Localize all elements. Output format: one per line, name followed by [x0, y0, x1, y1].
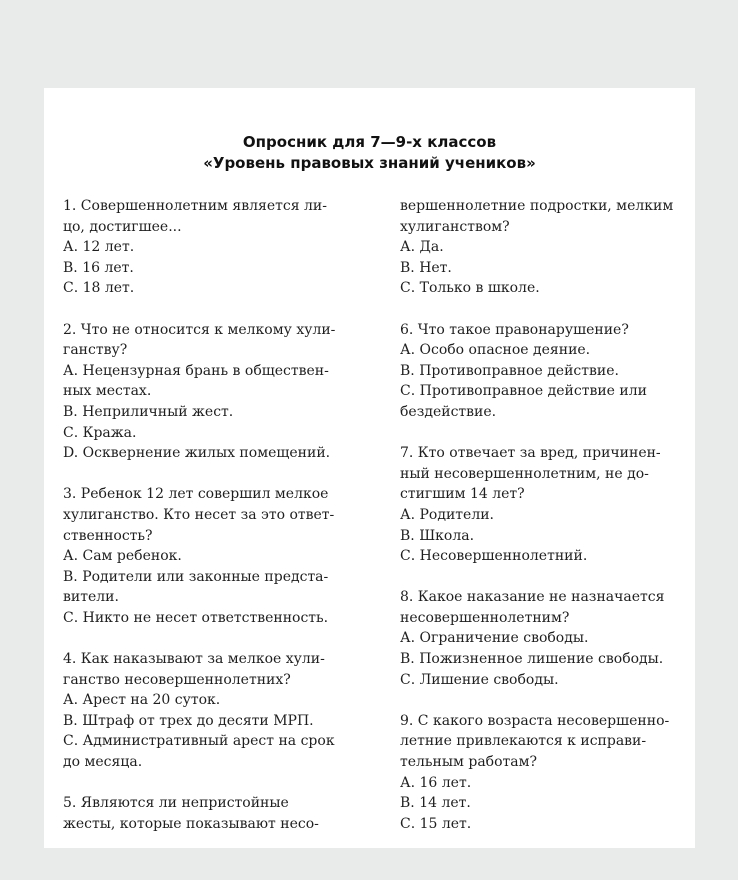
question-text-line: ганству? — [63, 342, 128, 359]
question-line: 9. С какого возраста несовершенно- — [400, 712, 670, 729]
question-line: 2. Что не относится к мелкому хули- — [63, 321, 336, 338]
question-text-line: А. Сам ребенок. — [63, 548, 182, 565]
question-text-line: В. 14 лет. — [400, 795, 471, 812]
question-text-line: С. Кража. — [63, 424, 137, 441]
question-text-line: С. Только в школе. — [400, 280, 540, 297]
question-text-line: летние привлекаются к исправи- — [400, 733, 647, 750]
questionnaire-page — [44, 88, 695, 848]
block-spacer — [400, 567, 680, 588]
question-text-line: С. 18 лет. — [63, 280, 135, 297]
block-spacer — [63, 299, 353, 320]
question-text-line: В. Пожизненное лишение свободы. — [400, 651, 664, 668]
question-block — [400, 320, 680, 423]
question-text-line: А. Особо опасное деяние. — [400, 342, 591, 359]
question-text-line: С. 15 лет. — [400, 815, 472, 832]
question-block — [400, 711, 680, 835]
block-spacer — [63, 628, 353, 649]
left-column — [63, 196, 353, 834]
question-text-line: А. Арест на 20 суток. — [63, 692, 221, 709]
question-text-line: С. Несовершеннолетний. — [400, 548, 588, 565]
question-text-line: А. Ограничение свободы. — [400, 630, 589, 647]
question-text-line: А. 12 лет. — [63, 239, 135, 256]
question-text-line: В. Нет. — [400, 259, 452, 276]
question-text-line: В. Штраф от трех до десяти МРП. — [63, 712, 314, 729]
question-text-line: В. Родители или законные предста- — [63, 568, 329, 585]
question-line: 5. Являются ли непристойные — [63, 795, 289, 812]
question-text-line: С. Никто не несет ответственность. — [63, 609, 329, 626]
right-column — [400, 196, 680, 834]
question-text-line: D. Осквернение жилых помещений. — [63, 445, 331, 462]
question-block — [400, 443, 680, 567]
question-text-line: ственность? — [63, 527, 153, 544]
question-block — [63, 793, 353, 834]
question-line: 7. Кто отвечает за вред, причинен- — [400, 445, 661, 462]
question-text-line: А. Нецензурная брань в обществен- — [63, 362, 329, 379]
question-text-line: В. 16 лет. — [63, 259, 134, 276]
question-block — [400, 587, 680, 690]
block-spacer — [63, 464, 353, 485]
question-text-line: ный несовершеннолетним, не до- — [400, 465, 649, 482]
question-text-line: А. Родители. — [400, 506, 495, 523]
question-line: 4. Как наказывают за мелкое хули- — [63, 651, 325, 668]
block-spacer — [400, 423, 680, 444]
question-block — [63, 484, 353, 628]
question-text-line: А. Да. — [400, 239, 444, 256]
question-text-line: жесты, которые показывают несо- — [63, 815, 319, 832]
block-spacer — [63, 773, 353, 794]
question-block — [63, 320, 353, 464]
page-title — [44, 132, 695, 174]
question-text-line: С. Лишение свободы. — [400, 671, 559, 688]
question-text-line: цо, достигшее... — [63, 218, 182, 235]
question-text-line: до месяца. — [63, 754, 143, 771]
question-text-line: несовершеннолетним? — [400, 609, 570, 626]
question-line: 3. Ребенок 12 лет совершил мелкое — [63, 486, 329, 503]
question-text-line: А. 16 лет. — [400, 774, 472, 791]
question-line: 8. Какое наказание не назначается — [400, 589, 665, 606]
question-block — [63, 196, 353, 299]
question-text-line: С. Административный арест на срок — [63, 733, 335, 750]
question-line: 1. Совершеннолетним является ли- — [63, 198, 327, 214]
question-text-line: хулиганством? — [400, 218, 510, 235]
block-spacer — [400, 690, 680, 711]
question-line: 6. Что такое правонарушение? — [400, 321, 629, 338]
question-text-line: тельным работам? — [400, 754, 538, 771]
question-text-line: ных местах. — [63, 383, 152, 400]
question-text-line: В. Школа. — [400, 527, 475, 544]
question-text-line: ганство несовершеннолетних? — [63, 671, 291, 688]
block-spacer — [400, 299, 680, 320]
title-line-1: Опросник для 7—9-х классов — [242, 133, 497, 151]
question-text-line: С. Противоправное действие или — [400, 383, 647, 400]
question-text-line: хулиганство. Кто несет за это ответ- — [63, 506, 335, 523]
question-block — [400, 196, 680, 299]
question-text-line: бездействие. — [400, 403, 497, 420]
question-text-line: вители. — [63, 589, 119, 606]
question-text-line: стигшим 14 лет? — [400, 486, 525, 503]
question-block — [63, 649, 353, 773]
question-line: вершеннолетние подростки, мелким — [400, 198, 674, 214]
question-text-line: В. Противоправное действие. — [400, 362, 619, 379]
title-line-2: «Уровень правовых знаний учеников» — [203, 154, 536, 172]
question-text-line: В. Неприличный жест. — [63, 403, 234, 420]
